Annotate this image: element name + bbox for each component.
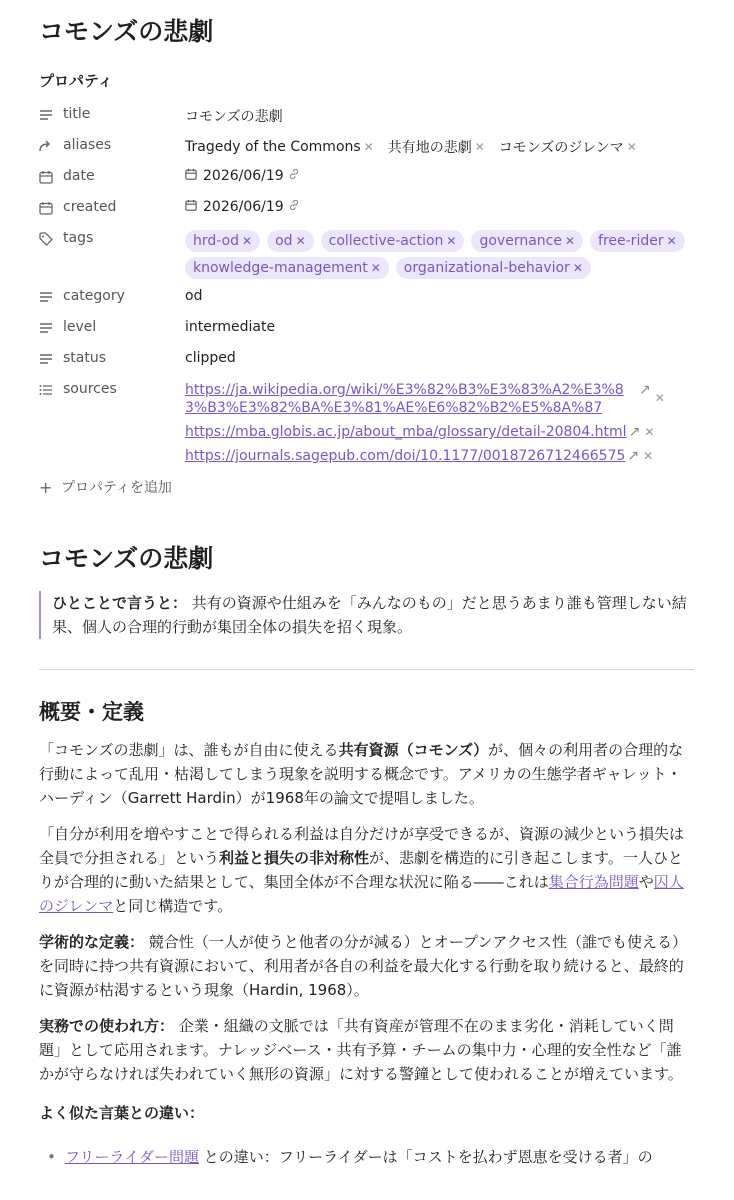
- property-level: [39, 314, 694, 345]
- link-icon[interactable]: [288, 168, 300, 184]
- source-link[interactable]: https://ja.wikipedia.org/wiki/%E3%82%B3%E3%83%A2%E3%83%B3%E3%82%BA%E3%81%AE%E6%82%B2%E5%8A%87: [185, 382, 624, 416]
- alias-item[interactable]: [185, 137, 374, 157]
- forward-arrow-icon: [39, 137, 63, 155]
- internal-link[interactable]: フリーライダー問題: [65, 1148, 199, 1166]
- remove-icon[interactable]: ✕: [564, 234, 576, 248]
- paragraph[interactable]: [39, 930, 694, 1002]
- bullet-icon: •: [47, 1148, 56, 1166]
- property-created: [39, 194, 694, 225]
- tag-pill[interactable]: [185, 257, 389, 279]
- property-key-label: level: [63, 319, 97, 335]
- source-item: [185, 381, 694, 417]
- property-key-label: status: [63, 350, 107, 366]
- paragraph[interactable]: [39, 1014, 694, 1086]
- internal-link[interactable]: 囚人のジレンマ: [39, 873, 684, 915]
- link-icon[interactable]: [288, 199, 300, 215]
- property-key[interactable]: [39, 283, 185, 306]
- alias-text: Tragedy of the Commons: [185, 139, 361, 155]
- divider: [39, 669, 694, 670]
- property-key-label: sources: [63, 381, 117, 397]
- property-aliases: [39, 132, 694, 163]
- property-date: [39, 163, 694, 194]
- property-value-created[interactable]: [185, 194, 694, 215]
- property-key[interactable]: [39, 101, 185, 124]
- text: 「自分が利用を増やすことで得られる利益は自分だけが享受できるが、資源の減少という損失は全員で分担される」という: [39, 825, 685, 867]
- bold-text: 学術的な定義：: [39, 933, 145, 951]
- tag-pill[interactable]: [321, 230, 465, 252]
- source-item: [185, 423, 694, 441]
- quote-bold: ひとことで言うと：: [52, 594, 188, 612]
- calendar-icon: [39, 168, 63, 186]
- paragraph[interactable]: [39, 822, 694, 918]
- text: との違い：フリーライダーは「コストを払わず恩恵を受ける者」の: [198, 1148, 653, 1166]
- alias-item[interactable]: [499, 137, 637, 157]
- property-key[interactable]: [39, 132, 185, 155]
- alias-text: コモンズのジレンマ: [498, 140, 624, 156]
- remove-icon[interactable]: ✕: [654, 391, 665, 405]
- heading-1[interactable]: コモンズの悲劇: [39, 544, 214, 573]
- bold-text: 実務での使われ方：: [39, 1017, 175, 1035]
- quote-text: 共有の資源や仕組みを「みんなのもの」だと思うあまり誰も管理しない結果、個人の合理的行動が集団全体の損失を招く現象。: [52, 594, 687, 636]
- text: が、悲劇を構造的に引き起こします。一人ひとりが合理的に動いた結果として、集団全体が不合理な状況に陥る――これは: [39, 849, 683, 891]
- remove-icon[interactable]: ✕: [666, 234, 677, 248]
- tag-pill[interactable]: [590, 230, 685, 252]
- properties-heading[interactable]: プロパティ: [39, 72, 113, 90]
- remove-icon[interactable]: ✕: [626, 140, 637, 154]
- tags-list: [185, 225, 694, 279]
- source-item: [185, 447, 694, 465]
- text: が、個々の利用者の合理的な行動によって乱用・枯渇してしまう現象を説明する概念です。アメリカの生態学者ギャレット・ハーディン（Garrett Hardin）が1968年の論文で提唱しました。: [39, 741, 684, 807]
- remove-icon[interactable]: ✕: [363, 140, 374, 154]
- remove-icon[interactable]: ✕: [474, 140, 485, 154]
- date-text: 2026/06/19: [203, 168, 284, 184]
- property-key[interactable]: [39, 314, 185, 337]
- alias-item[interactable]: [388, 137, 485, 157]
- callout-quote[interactable]: [39, 591, 694, 639]
- property-sources: [39, 376, 694, 465]
- tag-text: hrd-od: [193, 233, 240, 249]
- calendar-icon: [39, 199, 63, 217]
- property-category: [39, 283, 694, 314]
- text: 企業・組織の文脈では「共有資産が管理不在のまま劣化・消耗していく問題」として応用されます。ナレッジベース・共有予算・チームの集中力・心理的安全性など「誰かが守らなければ失われていく無形の資源」に対する警鐘として使われることが増えています。: [39, 1017, 683, 1083]
- tag-pill[interactable]: [267, 230, 314, 252]
- property-key-label: date: [63, 168, 95, 184]
- tag-text: od: [275, 233, 293, 249]
- remove-icon[interactable]: ✕: [370, 261, 381, 275]
- external-link-icon[interactable]: ↗: [628, 424, 641, 440]
- property-tags: [39, 225, 694, 283]
- list-icon: [39, 381, 63, 399]
- alias-text: 共有地の悲劇: [387, 140, 472, 156]
- text-lines-icon: [39, 350, 63, 368]
- external-link-icon[interactable]: ↗: [627, 448, 640, 464]
- text-lines-icon: [39, 319, 63, 337]
- text: 競合性（一人が使うと他者の分が減る）とオープンアクセス性（誰でも使える）を同時に持つ共有資源において、利用者が各自の利益を最大化する行動を取り続けると、最終的に資源が枯渇するという現象（Hardin, 1968）。: [39, 933, 687, 999]
- text: や: [638, 873, 654, 891]
- property-value-status[interactable]: clipped: [185, 350, 236, 366]
- tag-pill[interactable]: [396, 257, 591, 279]
- paragraph[interactable]: [39, 738, 694, 810]
- property-value-date[interactable]: [185, 163, 694, 184]
- properties-panel: [39, 101, 694, 497]
- bold-text: 共有資源（コモンズ）: [338, 741, 489, 759]
- list-item[interactable]: [39, 1145, 694, 1169]
- subheading[interactable]: よく似た言葉との違い：: [39, 1104, 205, 1122]
- tag-text: knowledge-management: [193, 260, 368, 276]
- add-property-label: プロパティを追加: [61, 480, 172, 496]
- aliases-list: [185, 132, 694, 157]
- property-key-label: title: [63, 106, 91, 122]
- remove-icon[interactable]: ✕: [446, 234, 457, 248]
- tag-text: free-rider: [598, 233, 664, 249]
- property-value-title[interactable]: コモンズの悲劇: [185, 109, 283, 125]
- property-key-label: created: [63, 199, 117, 215]
- calendar-icon: [185, 168, 197, 184]
- sources-list: [185, 376, 694, 465]
- add-property-button[interactable]: [39, 477, 694, 497]
- remove-icon[interactable]: ✕: [295, 234, 306, 248]
- source-link[interactable]: https://journals.sagepub.com/doi/10.1177/0018726712466575: [185, 448, 626, 464]
- tag-text: collective-action: [328, 233, 444, 249]
- internal-link[interactable]: 集合行為問題: [548, 873, 639, 891]
- property-key[interactable]: [39, 225, 185, 248]
- remove-icon[interactable]: ✕: [643, 449, 654, 463]
- tag-icon: [39, 230, 63, 248]
- external-link-icon[interactable]: ↗: [639, 382, 651, 398]
- property-key-label: aliases: [63, 137, 112, 153]
- tag-text: organizational-behavior: [403, 260, 570, 276]
- property-key-label: tags: [63, 230, 94, 246]
- property-value-category[interactable]: od: [185, 288, 203, 304]
- property-key[interactable]: [39, 194, 185, 217]
- property-value-level[interactable]: intermediate: [185, 319, 276, 335]
- text: 「コモンズの悲劇」は、誰もが自由に使える: [39, 741, 339, 759]
- remove-icon[interactable]: ✕: [572, 261, 583, 275]
- tag-pill[interactable]: [185, 230, 260, 252]
- tag-pill[interactable]: [471, 230, 583, 252]
- remove-icon[interactable]: ✕: [242, 234, 253, 248]
- property-title: [39, 101, 694, 132]
- bold-text: 利益と損失の非対称性: [219, 849, 370, 867]
- property-key-label: category: [63, 288, 125, 304]
- text-lines-icon: [39, 288, 63, 306]
- remove-icon[interactable]: ✕: [644, 425, 655, 439]
- heading-2[interactable]: 概要・定義: [39, 700, 144, 724]
- source-link[interactable]: https://mba.globis.ac.jp/about_mba/glossary/detail-20804.html: [185, 424, 627, 440]
- calendar-icon: [185, 199, 197, 215]
- tag-text: governance: [479, 233, 562, 249]
- date-text: 2026/06/19: [203, 199, 284, 215]
- property-key[interactable]: [39, 163, 185, 186]
- text: と同じ構造です。: [113, 897, 233, 915]
- property-status: [39, 345, 694, 376]
- note-title[interactable]: コモンズの悲劇: [39, 17, 214, 46]
- property-key[interactable]: [39, 345, 185, 368]
- text-lines-icon: [39, 106, 63, 124]
- property-key[interactable]: [39, 376, 185, 399]
- plus-icon: +: [39, 477, 53, 497]
